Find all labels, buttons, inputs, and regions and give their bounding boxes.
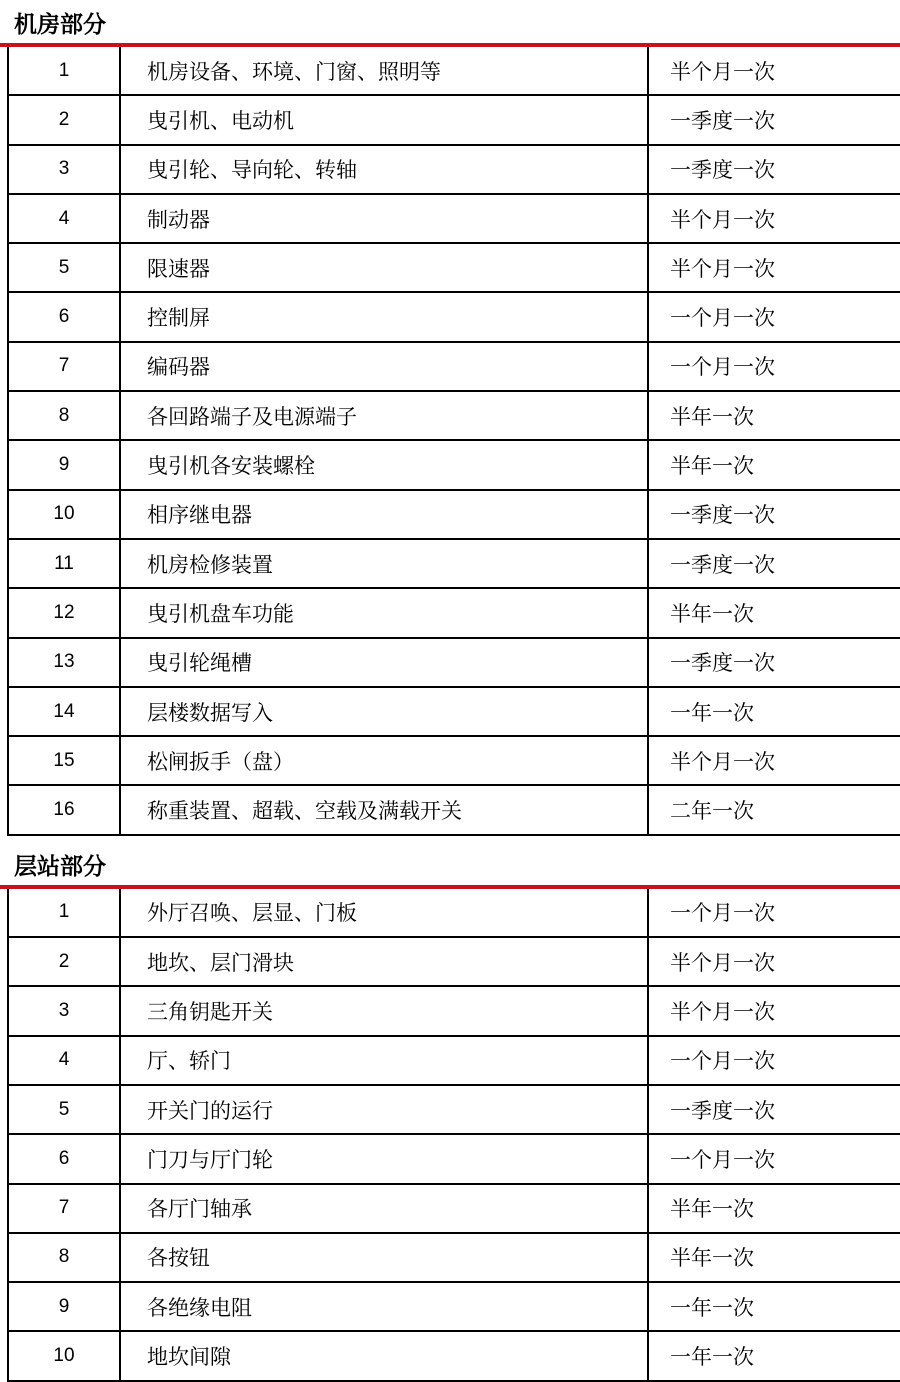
table-row: [9, 343, 900, 392]
table-row: [9, 96, 900, 145]
row-number: 7: [9, 343, 121, 390]
row-number: 12: [9, 589, 121, 636]
row-item: 曳引轮、导向轮、转轴: [121, 146, 649, 193]
table-row: [9, 540, 900, 589]
table-row: [9, 195, 900, 244]
row-number: 4: [9, 195, 121, 242]
row-frequency: 半个月一次: [670, 951, 775, 975]
row-item: 厅、轿门: [121, 1037, 649, 1084]
row-frequency: 一季度一次: [670, 159, 775, 183]
table-row: [9, 1185, 900, 1234]
row-frequency: 半年一次: [670, 455, 754, 479]
row-number: 4: [9, 1037, 121, 1084]
table-row: [9, 1135, 900, 1184]
row-item: 相序继电器: [121, 491, 649, 538]
landing-table: [7, 889, 900, 1382]
row-item: 地坎、层门滑块: [121, 938, 649, 985]
row-item: 编码器: [121, 343, 649, 390]
row-frequency: 一季度一次: [670, 553, 775, 577]
row-number: 1: [9, 47, 121, 94]
table-row: [9, 639, 900, 688]
row-item: 各绝缘电阻: [121, 1283, 649, 1330]
row-number: 16: [9, 786, 121, 833]
row-item: 外厅召唤、层显、门板: [121, 889, 649, 936]
row-item: 松闸扳手（盘）: [121, 737, 649, 784]
row-number: 2: [9, 96, 121, 143]
table-row: [9, 889, 900, 938]
row-item: 曳引轮绳槽: [121, 639, 649, 686]
table-row: [9, 1037, 900, 1086]
table-row: [9, 1283, 900, 1332]
row-number: 5: [9, 244, 121, 291]
row-item: 各按钮: [121, 1234, 649, 1281]
row-item: 各回路端子及电源端子: [121, 392, 649, 439]
row-frequency: 一年一次: [670, 1346, 754, 1370]
row-item: 机房检修装置: [121, 540, 649, 587]
row-item: 称重装置、超载、空载及满载开关: [121, 786, 649, 833]
table-row: [9, 1086, 900, 1135]
row-item: 限速器: [121, 244, 649, 291]
row-number: 1: [9, 889, 121, 936]
row-frequency: 半年一次: [670, 1247, 754, 1271]
row-number: 8: [9, 1234, 121, 1281]
table-row: [9, 1332, 900, 1381]
row-frequency: 半个月一次: [670, 750, 775, 774]
table-row: [9, 392, 900, 441]
row-item: 门刀与厅门轮: [121, 1135, 649, 1182]
table-row: [9, 737, 900, 786]
row-item: 开关门的运行: [121, 1086, 649, 1133]
row-item: 控制屏: [121, 293, 649, 340]
row-frequency: 一季度一次: [670, 504, 775, 528]
row-number: 6: [9, 293, 121, 340]
row-frequency: 二年一次: [670, 800, 754, 824]
table-row: [9, 786, 900, 835]
row-item: 制动器: [121, 195, 649, 242]
table-row: [9, 589, 900, 638]
row-frequency: 半年一次: [670, 1198, 754, 1222]
row-item: 三角钥匙开关: [121, 987, 649, 1034]
row-number: 7: [9, 1185, 121, 1232]
row-frequency: 一个月一次: [670, 1050, 775, 1074]
section-title-landing: 层站部分: [14, 852, 106, 879]
row-item: 曳引机盘车功能: [121, 589, 649, 636]
row-item: 机房设备、环境、门窗、照明等: [121, 47, 649, 94]
table-row: [9, 938, 900, 987]
table-row: [9, 293, 900, 342]
table-row: [9, 146, 900, 195]
row-frequency: 一个月一次: [670, 902, 775, 926]
row-item: 地坎间隙: [121, 1332, 649, 1379]
table-row: [9, 987, 900, 1036]
row-number: 8: [9, 392, 121, 439]
row-frequency: 半年一次: [670, 405, 754, 429]
row-frequency: 半个月一次: [670, 1000, 775, 1024]
row-frequency: 一个月一次: [670, 307, 775, 331]
row-number: 10: [9, 491, 121, 538]
row-number: 3: [9, 146, 121, 193]
row-number: 2: [9, 938, 121, 985]
row-frequency: 一年一次: [670, 1296, 754, 1320]
table-row: [9, 47, 900, 96]
row-number: 11: [9, 540, 121, 587]
table-row: [9, 688, 900, 737]
row-number: 14: [9, 688, 121, 735]
row-frequency: 一季度一次: [670, 109, 775, 133]
row-number: 13: [9, 639, 121, 686]
section-title-machine-room: 机房部分: [14, 11, 106, 37]
row-number: 15: [9, 737, 121, 784]
row-frequency: 半个月一次: [670, 208, 775, 232]
row-item: 曳引机、电动机: [121, 96, 649, 143]
row-number: 9: [9, 441, 121, 488]
section-landing: [0, 836, 900, 1382]
row-frequency: 一个月一次: [670, 1148, 775, 1172]
row-number: 6: [9, 1135, 121, 1182]
row-frequency: 半年一次: [670, 602, 754, 626]
row-frequency: 一季度一次: [670, 652, 775, 676]
machine-room-table: [7, 47, 900, 836]
row-number: 3: [9, 987, 121, 1034]
row-frequency: 一年一次: [670, 701, 754, 725]
row-number: 5: [9, 1086, 121, 1133]
row-frequency: 半个月一次: [670, 257, 775, 281]
row-frequency: 半个月一次: [670, 60, 775, 84]
row-item: 曳引机各安装螺栓: [121, 441, 649, 488]
table-row: [9, 1234, 900, 1283]
row-item: 各厅门轴承: [121, 1185, 649, 1232]
row-number: 10: [9, 1332, 121, 1379]
table-row: [9, 244, 900, 293]
table-row: [9, 491, 900, 540]
row-item: 层楼数据写入: [121, 688, 649, 735]
row-number: 9: [9, 1283, 121, 1330]
table-row: [9, 441, 900, 490]
row-frequency: 一季度一次: [670, 1099, 775, 1123]
row-frequency: 一个月一次: [670, 356, 775, 380]
